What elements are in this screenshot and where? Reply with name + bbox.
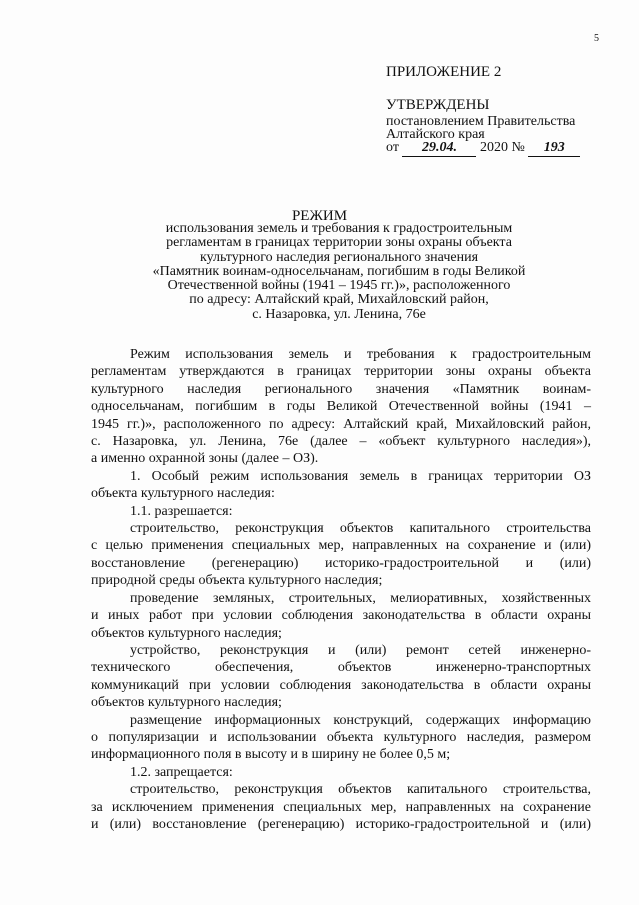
number-field bbox=[528, 140, 580, 157]
document-title: РЕЖИМ bbox=[291, 208, 348, 224]
document-heading bbox=[100, 222, 578, 322]
text-line: Режим использования земель и требования к градостроительным bbox=[130, 347, 591, 362]
number-sign: № bbox=[511, 140, 525, 155]
appendix-label: ПРИЛОЖЕНИЕ 2 bbox=[386, 64, 502, 80]
section-1-paragraph bbox=[91, 468, 591, 503]
permitted-item bbox=[91, 520, 591, 590]
decree-date-line bbox=[386, 140, 580, 157]
decree-line: постановлением Правительства bbox=[386, 114, 576, 129]
section-1-2-heading bbox=[91, 764, 591, 781]
text-line: информационного поля в высоту и в ширину не более 0,5 м; bbox=[91, 747, 451, 763]
decree-date: 29.04. bbox=[421, 140, 457, 155]
text-line: проведение земляных, строительных, мелиоративных, хозяйственных bbox=[130, 590, 591, 606]
document-body bbox=[91, 346, 591, 833]
heading-line: культурного наследия регионального значения bbox=[199, 249, 479, 265]
heading-line: по адресу: Алтайский край, Михайловский район, bbox=[189, 292, 489, 308]
page-number: 5 bbox=[594, 33, 599, 44]
text-line: и иных работ при условии соблюдения законодательства в области охраны bbox=[91, 608, 591, 624]
decree-number: 193 bbox=[543, 140, 565, 155]
text-line: устройство, реконструкция и (или) ремонт сетей инженерно- bbox=[130, 642, 591, 658]
text-line: строительство, реконструкция объектов капитального строительства, bbox=[130, 782, 591, 798]
decree-year: 2020 bbox=[479, 140, 508, 155]
text-line: природной среды объекта культурного наследия; bbox=[91, 573, 383, 589]
text-line: с. Назаровка, ул. Ленина, 76е (далее – «объект культурного наследия»), bbox=[91, 434, 591, 450]
text-line: размещение информационных конструкций, содержащих информацию bbox=[130, 712, 591, 728]
heading-line: с. Назаровка, ул. Ленина, 76е bbox=[252, 306, 426, 322]
text-line: односельчанам, погибшим в годы Великой Отечественной войны (1941 – bbox=[91, 399, 591, 415]
text-line: о популяризации и использовании объекта культурного наследия, размером bbox=[91, 729, 591, 745]
decree-reference bbox=[386, 115, 575, 141]
text-line: 1.1. разрешается: bbox=[130, 503, 233, 519]
heading-line: Отечественной войны (1941 – 1945 гг.)», расположенного bbox=[167, 278, 511, 294]
permitted-item bbox=[91, 642, 591, 712]
intro-paragraph bbox=[91, 346, 591, 468]
text-line: и (или) восстановление (регенерацию) историко-градостроительной и (или) bbox=[91, 816, 591, 832]
text-line: строительство, реконструкция объектов капитального строительства bbox=[130, 521, 591, 537]
permitted-item bbox=[91, 712, 591, 764]
text-line: регламентам утверждаются в границах территории зоны охраны объекта bbox=[91, 364, 591, 380]
text-line: объектов культурного наследия; bbox=[91, 695, 282, 711]
text-line: с целью применения специальных мер, направленных на сохранение и (или) bbox=[91, 538, 591, 554]
section-1-1-heading bbox=[91, 503, 591, 520]
text-line: объектов культурного наследия; bbox=[91, 625, 282, 641]
heading-line: «Памятник воинам-односельчанам, погибшим в годы Великой bbox=[152, 263, 526, 279]
heading-line: регламентам в границах территории зоны охраны объекта bbox=[166, 235, 512, 251]
from-label: от bbox=[386, 140, 399, 155]
text-line: восстановление (регенерацию) историко-градостроительной и (или) bbox=[91, 555, 591, 571]
text-line: 1945 гг.)», расположенного по адресу: Алтайский край, Михайловский район, bbox=[91, 416, 591, 432]
text-line: за исключением применения специальных мер, направленных на сохранение bbox=[91, 799, 591, 815]
text-line: технического обеспечения, объектов инженерно-транспортных bbox=[91, 660, 591, 676]
text-line: объекта культурного наследия: bbox=[91, 486, 275, 502]
heading-line: использования земель и требования к градостроительным bbox=[165, 221, 513, 236]
text-line: 1.2. запрещается: bbox=[130, 764, 233, 780]
prohibited-item bbox=[91, 781, 591, 833]
text-line: культурного наследия регионального значения «Памятник воинам- bbox=[91, 381, 591, 397]
text-line: 1. Особый режим использования земель в границах территории ОЗ bbox=[130, 468, 591, 484]
text-line: а именно охранной зоны (далее – ОЗ). bbox=[91, 451, 319, 467]
approval-label: УТВЕРЖДЕНЫ bbox=[386, 97, 490, 113]
date-field bbox=[402, 140, 476, 157]
permitted-item bbox=[91, 590, 591, 642]
decree-line: Алтайского края bbox=[386, 127, 485, 142]
text-line: коммуникаций при условии соблюдения законодательства в области охраны bbox=[91, 677, 591, 693]
